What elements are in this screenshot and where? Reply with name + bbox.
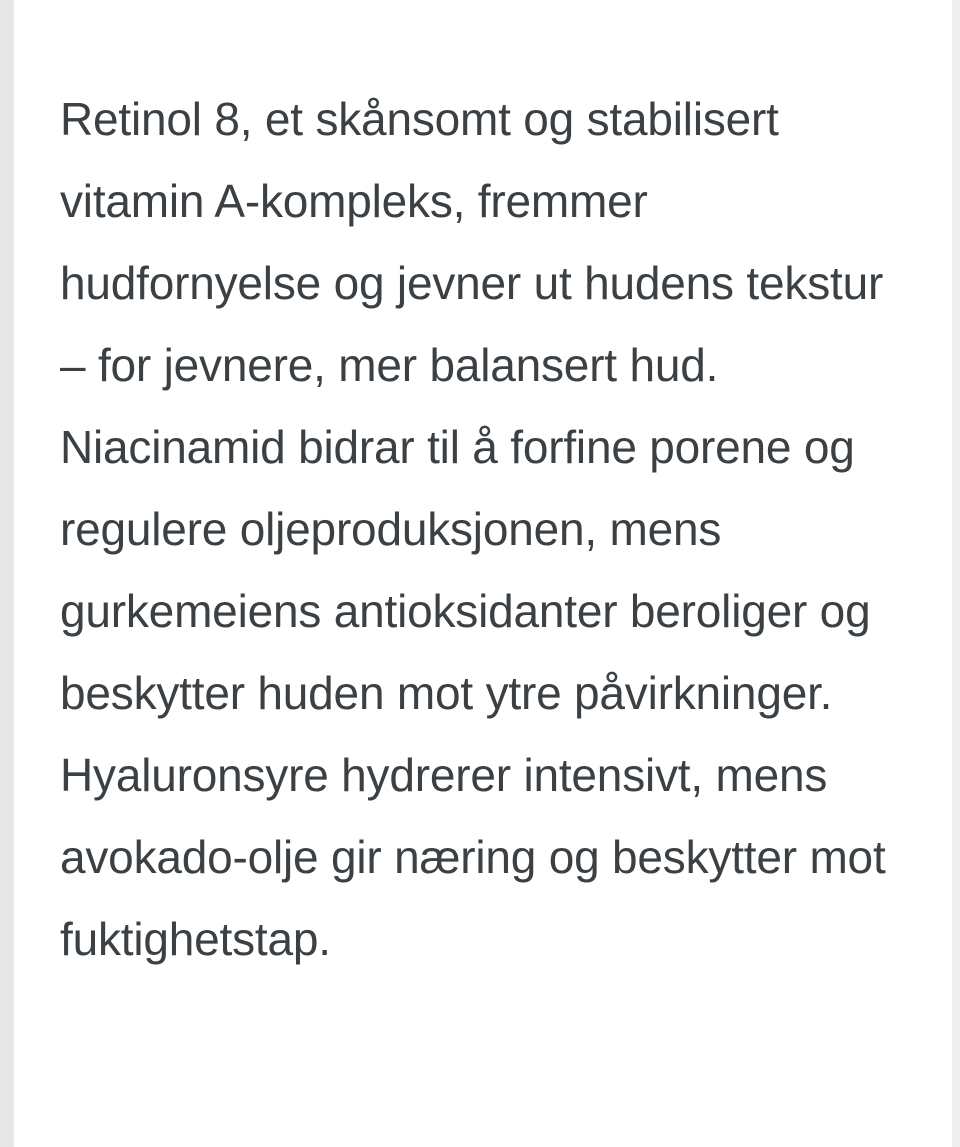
text-content-area bbox=[60, 78, 910, 980]
right-page-edge bbox=[952, 0, 960, 1147]
product-description-paragraph: Retinol 8, et skånsomt og stabilisert vitamin A-kompleks, fremmer hudfornyelse og jevner ut hudens tekstur – for jevnere, mer balansert hud. Niacinamid bidrar til å forfine porene og regulere oljeproduksjonen, mens gurkemeiens antioksidanter beroliger og beskytter huden mot ytre påvirkninger. Hyaluronsyre hydrerer intensivt, mens avokado-olje gir næring og beskytter mot fuktighetstap. bbox=[60, 93, 899, 965]
left-page-edge bbox=[0, 0, 14, 1147]
